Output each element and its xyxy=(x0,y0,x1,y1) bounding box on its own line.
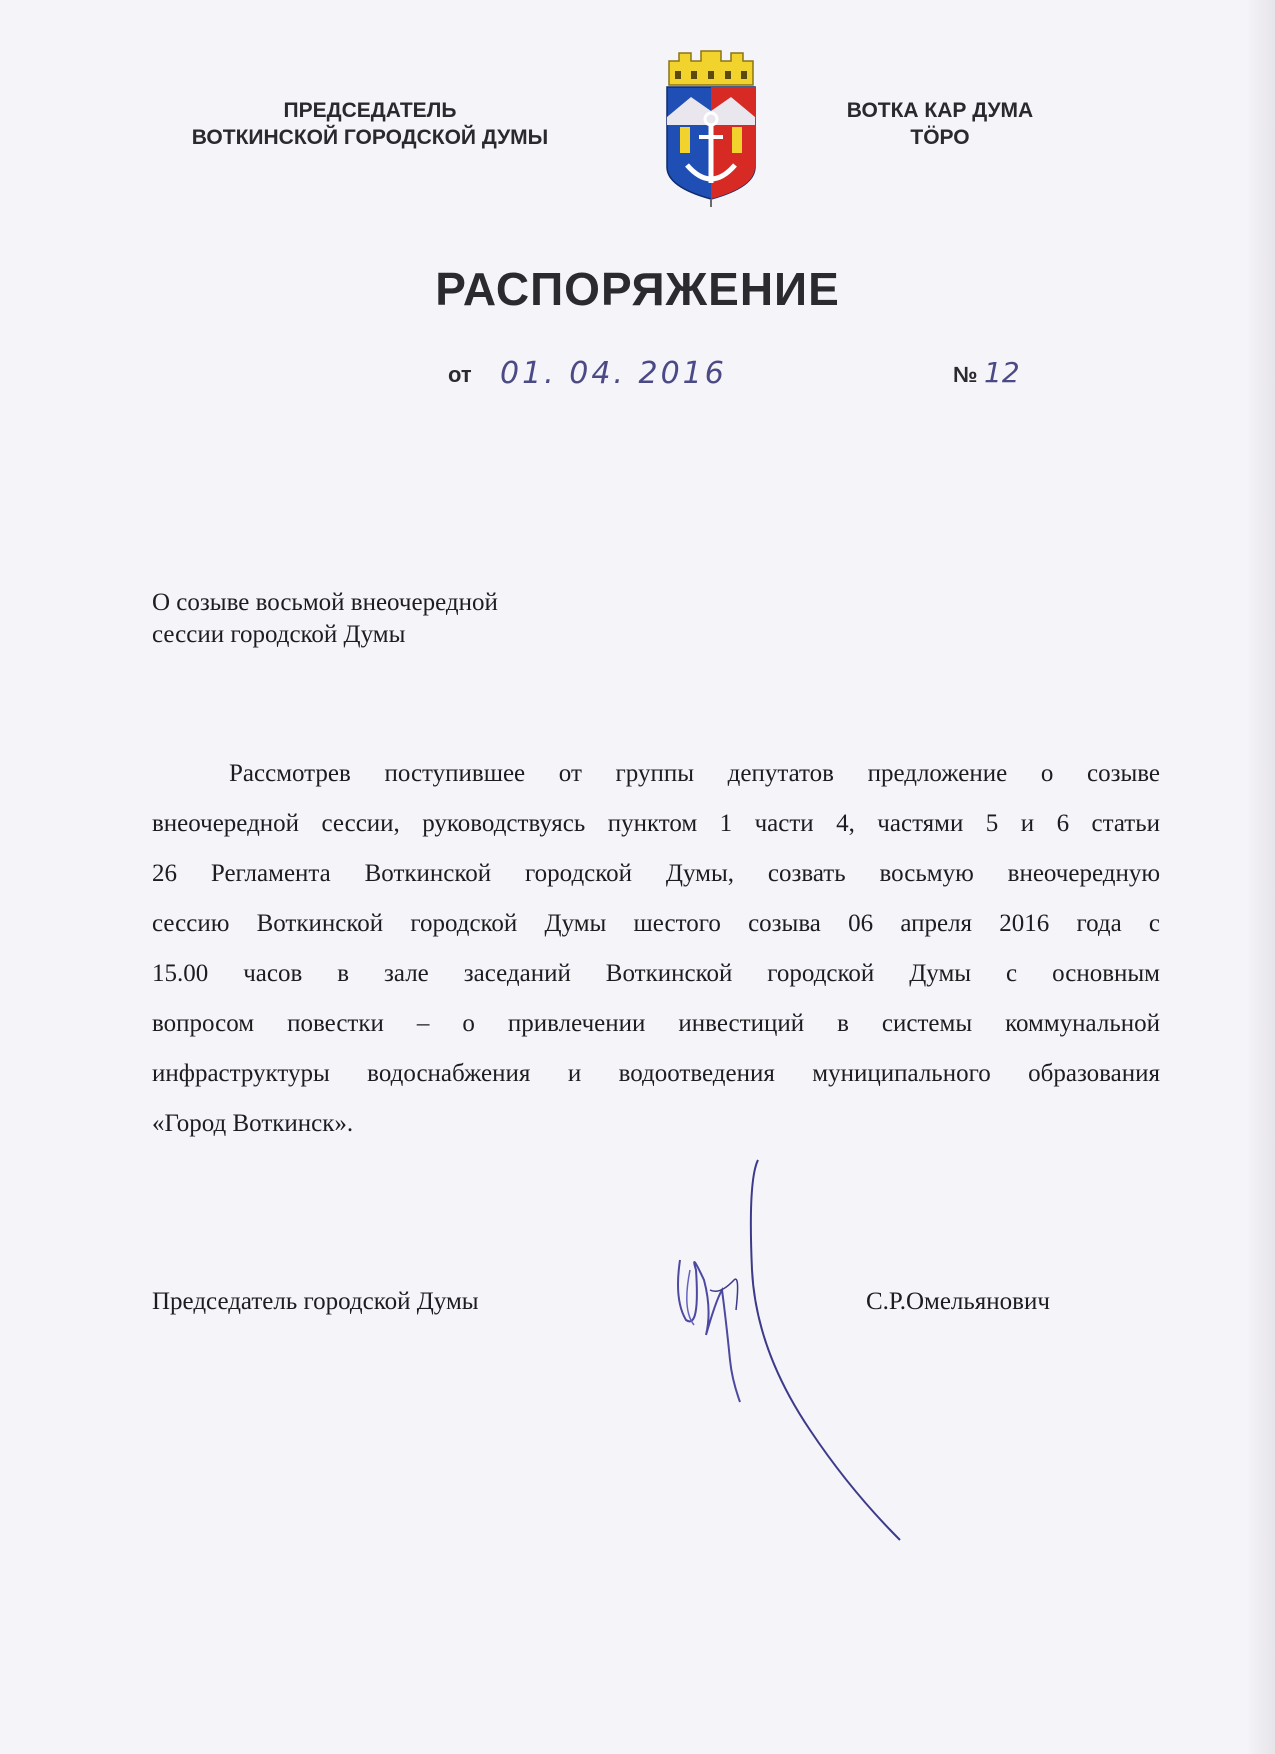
header-right-line2: ТÖРО xyxy=(910,126,970,149)
body-line: 15.00 часов в зале заседаний Воткинской городской Думы с основным xyxy=(152,960,1160,987)
header-left-line2: ВОТКИНСКОЙ ГОРОДСКОЙ ДУМЫ xyxy=(191,126,549,149)
handwritten-number: 12 xyxy=(984,356,1020,389)
body-line: вопросом повестки – о привлечении инвестиций в системы коммунальной xyxy=(152,1010,1160,1037)
document-title: РАСПОРЯЖЕНИЕ xyxy=(435,263,840,315)
body-line: внеочередной сессии, руководствуясь пунктом 1 части 4, частями 5 и 6 статьи xyxy=(152,810,1160,837)
body-line: Рассмотрев поступившее от группы депутатов предложение о созыве xyxy=(229,760,1160,787)
signatory-role: Председатель городской Думы xyxy=(152,1288,479,1315)
body-line: «Город Воткинск». xyxy=(152,1110,354,1137)
header-right-line1: ВОТКА КАР ДУМА xyxy=(846,99,1034,122)
signatory-name: С.Р.Омельянович xyxy=(866,1288,1050,1315)
body-paragraph xyxy=(152,749,1160,1149)
body-line: сессию Воткинской городской Думы шестого созыва 06 апреля 2016 года с xyxy=(152,910,1160,937)
subject-line: сессии городской Думы xyxy=(152,621,406,648)
subject-block xyxy=(152,587,498,651)
body-line: 26 Регламента Воткинской городской Думы, созвать восьмую внеочередную xyxy=(152,860,1160,887)
header-right xyxy=(800,97,1080,151)
subject-line: О созыве восьмой внеочередной xyxy=(152,589,498,616)
header-left xyxy=(160,97,580,151)
body-line: инфраструктуры водоснабжения и водоотведения муниципального образования xyxy=(152,1060,1160,1087)
handwritten-signature xyxy=(660,1150,920,1550)
date-label: от xyxy=(448,362,472,387)
handwritten-date: 01. 04. 2016 xyxy=(500,356,727,391)
number-label: № xyxy=(953,362,978,387)
city-coat-of-arms-icon xyxy=(661,47,761,207)
header-left-line1: ПРЕДСЕДАТЕЛЬ xyxy=(283,99,457,122)
